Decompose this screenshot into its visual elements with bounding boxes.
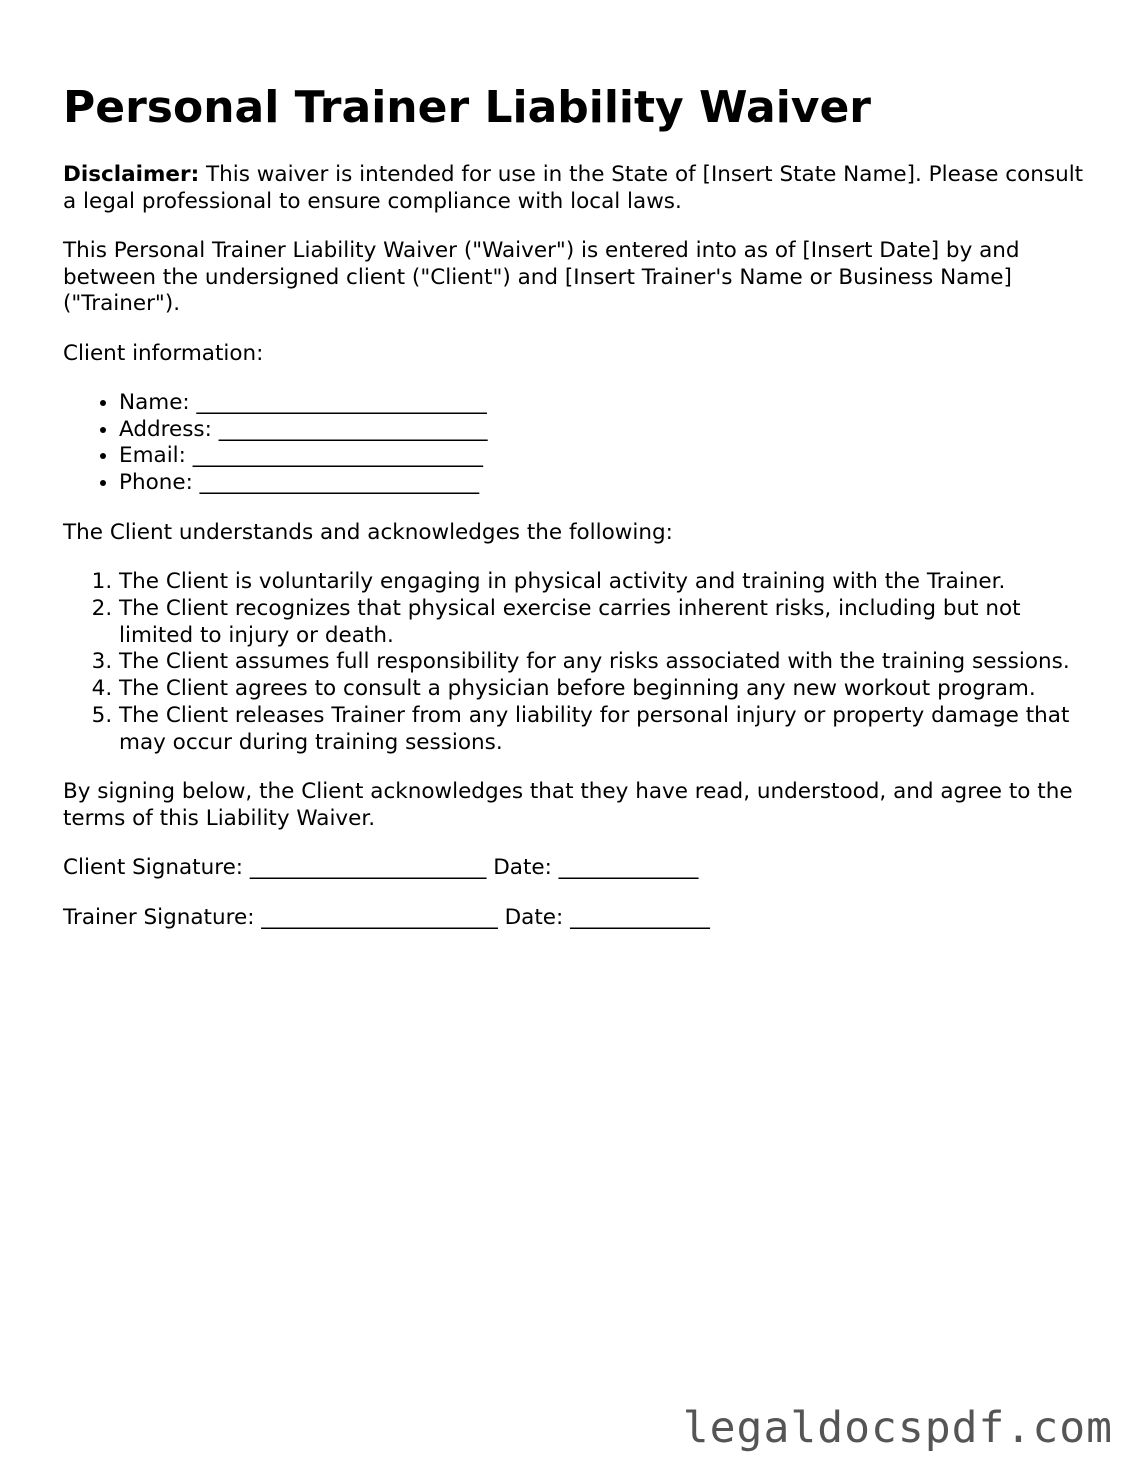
document-page: [63, 80, 1093, 954]
acknowledgement-item: 2. The Client recognizes that physical exercise carries inherent risks, including but not limited to injury or death.: [119, 596, 1093, 649]
client-signature-line: Client Signature: ______________________ Date: _____________: [63, 855, 699, 881]
trainer-signature-line: Trainer Signature: ______________________ Date: _____________: [63, 904, 710, 930]
client-field-email: • Email: ___________________________: [119, 443, 1093, 470]
client-field-address: • Address: _________________________: [119, 417, 1093, 444]
client-field-name: • Name: ___________________________: [119, 390, 1093, 417]
client-info-heading: Client information:: [63, 340, 264, 366]
watermark-text: legaldocspdf.com: [682, 1403, 1113, 1453]
client-field-phone: • Phone: __________________________: [119, 470, 1093, 497]
acknowledgements-heading: The Client understands and acknowledges the following:: [63, 519, 673, 545]
intro-paragraph: This Personal Trainer Liability Waiver ("Waiver") is entered into as of [Insert Date] by and between the undersigned client ("Client") and [Insert Trainer's Name or Business Name] ("Trainer").: [63, 238, 1020, 316]
acknowledgement-item: 4. The Client agrees to consult a physician before beginning any new workout program.: [119, 676, 1093, 703]
disclaimer-paragraph: [63, 162, 1093, 215]
page-title: Personal Trainer Liability Waiver: [63, 82, 872, 133]
agreement-paragraph: By signing below, the Client acknowledges that they have read, understood, and agree to the terms of this Liability Waiver.: [63, 779, 1073, 831]
acknowledgement-item: 5. The Client releases Trainer from any liability for personal injury or property damage that may occur during training sessions.: [119, 703, 1093, 756]
acknowledgement-item: 1. The Client is voluntarily engaging in physical activity and training with the Trainer.: [119, 569, 1093, 596]
acknowledgement-item: 3. The Client assumes full responsibility for any risks associated with the training sessions.: [119, 649, 1093, 676]
client-info-list: [63, 390, 1093, 497]
acknowledgements-list: [63, 569, 1093, 756]
disclaimer-label: Disclaimer:: [63, 162, 200, 187]
disclaimer-text: This waiver is intended for use in the State of [Insert State Name]. Please consult a legal professional to ensure compliance with local laws.: [63, 162, 1084, 214]
